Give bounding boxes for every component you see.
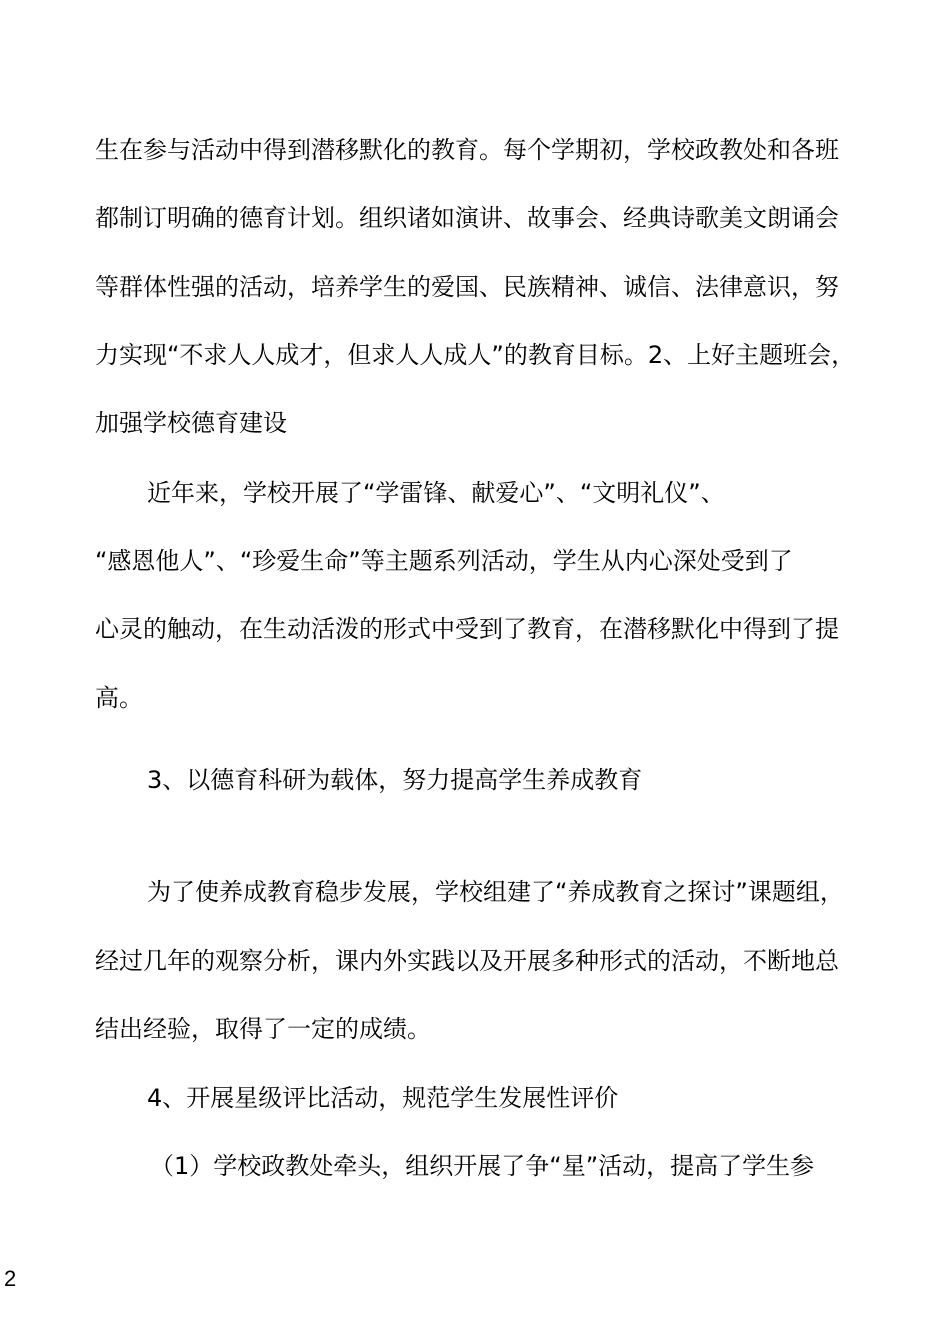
text-line: 心灵的触动，在生动活泼的形式中受到了教育，在潜移默化中得到了提 — [95, 615, 839, 643]
text-line: 力实现“不求人人成才，但求人人成人”的教育目标。2、上好主题班会， — [95, 341, 856, 369]
text-line: 等群体性强的活动，培养学生的爱国、民族精神、诚信、法律意识，努 — [95, 273, 839, 301]
text-line: “感恩他人”、“珍爱生命”等主题系列活动，学生从内心深处受到了 — [95, 547, 793, 575]
text-line: 为了使养成教育稳步发展，学校组建了“养成教育之探讨”课题组， — [147, 878, 844, 906]
text-line: 结出经验，取得了一定的成绩。 — [95, 1015, 431, 1043]
page-number: 2 — [4, 1266, 17, 1291]
section-heading: 3、以德育科研为载体，努力提高学生养成教育 — [147, 766, 643, 794]
text-line: 都制订明确的德育计划。组织诸如演讲、故事会、经典诗歌美文朗诵会 — [95, 204, 839, 232]
text-line: （1）学校政教处牵头，组织开展了争“星”活动，提高了学生参 — [150, 1152, 815, 1180]
text-line: 高。 — [95, 684, 143, 712]
section-heading: 4、开展星级评比活动，规范学生发展性评价 — [147, 1084, 619, 1112]
text-line: 近年来，学校开展了“学雷锋、献爱心”、“文明礼仪”、 — [147, 479, 725, 507]
text-line: 加强学校德育建设 — [95, 409, 287, 437]
text-line: 经过几年的观察分析，课内外实践以及开展多种形式的活动，不断地总 — [95, 947, 839, 975]
text-line: 生在参与活动中得到潜移默化的教育。每个学期初，学校政教处和各班 — [95, 136, 839, 164]
